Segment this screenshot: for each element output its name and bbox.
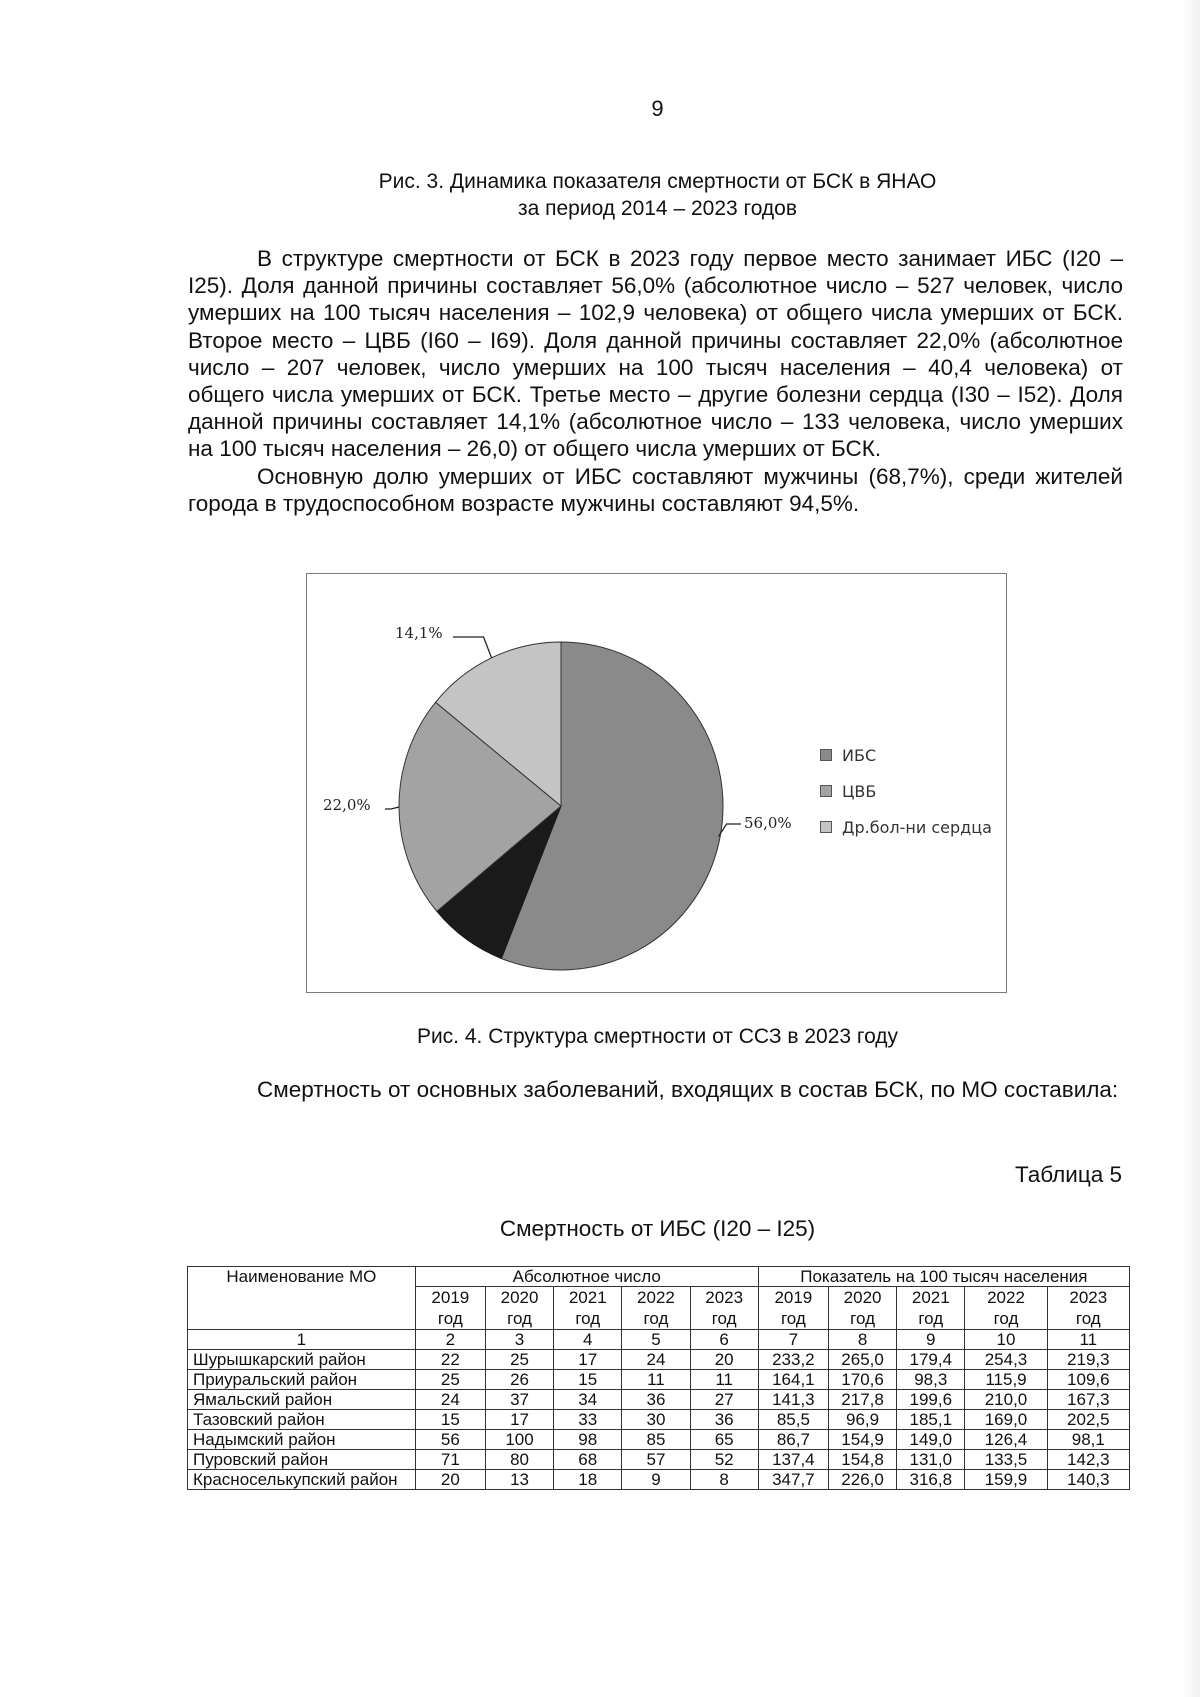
column-number: 3 (485, 1330, 553, 1350)
absolute-value-cell: 13 (485, 1470, 553, 1490)
municipality-name: Надымский район (188, 1430, 416, 1450)
absolute-value-cell: 85 (622, 1430, 690, 1450)
absolute-value-cell: 15 (554, 1370, 622, 1390)
column-number: 2 (415, 1330, 485, 1350)
legend-swatch (820, 821, 832, 833)
table-row (188, 1430, 1130, 1450)
absolute-value-cell: 24 (622, 1350, 690, 1370)
year-suffix: год (437, 1309, 463, 1328)
absolute-value-cell: 24 (415, 1390, 485, 1410)
absolute-value-cell: 22 (415, 1350, 485, 1370)
legend-item (820, 809, 992, 845)
rate-value-cell: 85,5 (758, 1410, 828, 1430)
table-row (188, 1350, 1130, 1370)
rate-value-cell: 126,4 (965, 1430, 1047, 1450)
rate-value-cell: 316,8 (897, 1470, 965, 1490)
table-label: Таблица 5 (1015, 1162, 1122, 1187)
legend-label: ЦВБ (842, 781, 877, 801)
absolute-value-cell: 36 (690, 1410, 758, 1430)
year-header (690, 1287, 758, 1330)
rate-value-cell: 98,1 (1047, 1430, 1129, 1450)
rate-value-cell: 202,5 (1047, 1410, 1129, 1430)
year-header (1047, 1287, 1129, 1330)
column-number: 11 (1047, 1330, 1129, 1350)
rate-value-cell: 115,9 (965, 1370, 1047, 1390)
table-title: Смертность от ИБС (I20 – I25) (499, 1216, 816, 1241)
absolute-value-cell: 11 (622, 1370, 690, 1390)
municipality-name: Тазовский район (188, 1410, 416, 1430)
column-number: 9 (897, 1330, 965, 1350)
rate-value-cell: 159,9 (965, 1470, 1047, 1490)
rate-value-cell: 164,1 (758, 1370, 828, 1390)
absolute-value-cell: 30 (622, 1410, 690, 1430)
absolute-value-cell: 98 (554, 1430, 622, 1450)
table-row (188, 1370, 1130, 1390)
rate-value-cell: 217,8 (828, 1390, 896, 1410)
figure-3-caption-line1: Рис. 3. Динамика показателя смертности от БСК в ЯНАО (378, 170, 937, 193)
body-paragraph-1 (188, 245, 1123, 517)
rate-value-cell: 154,9 (828, 1430, 896, 1450)
rate-value-cell: 131,0 (897, 1450, 965, 1470)
paragraph-text: В структуре смертности от БСК в 2023 году первое место занимает ИБС (I20 – I25). Доля данной причины составляет 56,0% (абсолютное число – 527 человек, число умерших на 100 тысяч населения – 102,9 человека) от общего числа умерших от БСК. Второе место – ЦВБ (I60 – I69). Доля данной причины составляет 22,0% (абсолютное число – 207 человек, число умерших на 100 тысяч населения – 40,4 человека) от общего числа умерших от БСК. Третье место – другие болезни сердца (I30 – I52). Доля данной причины составляет 14,1% (абсолютное число – 133 человека, число умерших на 100 тысяч населения – 26,0) от общего числа умерших от БСК. (188, 246, 1123, 462)
slice-value-label: 56,0% (744, 814, 792, 832)
absolute-value-cell: 80 (485, 1450, 553, 1470)
chart-legend (820, 737, 992, 845)
pie-chart (306, 573, 1007, 993)
year-header (897, 1287, 965, 1330)
table-header-row (188, 1267, 1130, 1287)
year-suffix: год (993, 1309, 1019, 1328)
rate-value-cell: 185,1 (897, 1410, 965, 1430)
rate-value-cell: 96,9 (828, 1410, 896, 1430)
rate-value-cell: 141,3 (758, 1390, 828, 1410)
table-column-number-row (188, 1330, 1130, 1350)
absolute-value-cell: 25 (415, 1370, 485, 1390)
rate-value-cell: 179,4 (897, 1350, 965, 1370)
legend-item (820, 773, 992, 809)
table-row (188, 1410, 1130, 1430)
year-header (965, 1287, 1047, 1330)
column-header-name: Наименование МО (188, 1267, 416, 1330)
year-header (485, 1287, 553, 1330)
rate-value-cell: 154,8 (828, 1450, 896, 1470)
absolute-value-cell: 11 (690, 1370, 758, 1390)
column-number: 6 (690, 1330, 758, 1350)
rate-value-cell: 226,0 (828, 1470, 896, 1490)
year-suffix: год (850, 1309, 875, 1328)
rate-value-cell: 233,2 (758, 1350, 828, 1370)
year-value: 2022 (637, 1288, 675, 1307)
legend-swatch (820, 785, 832, 797)
column-number: 1 (188, 1330, 416, 1350)
rate-value-cell: 169,0 (965, 1410, 1047, 1430)
rate-value-cell: 109,6 (1047, 1370, 1129, 1390)
table-row (188, 1390, 1130, 1410)
group-header-absolute: Абсолютное число (415, 1267, 758, 1287)
rate-value-cell: 133,5 (965, 1450, 1047, 1470)
column-number: 10 (965, 1330, 1047, 1350)
table-row (188, 1450, 1130, 1470)
absolute-value-cell: 17 (485, 1410, 553, 1430)
absolute-value-cell: 15 (415, 1410, 485, 1430)
column-number: 4 (554, 1330, 622, 1350)
rate-value-cell: 347,7 (758, 1470, 828, 1490)
absolute-value-cell: 33 (554, 1410, 622, 1430)
legend-label: ИБС (842, 745, 877, 765)
year-value: 2019 (431, 1288, 470, 1307)
year-suffix: год (1075, 1309, 1101, 1328)
absolute-value-cell: 57 (622, 1450, 690, 1470)
absolute-value-cell: 17 (554, 1350, 622, 1370)
legend-item (820, 737, 992, 773)
slice-value-label: 22,0% (323, 796, 371, 814)
municipality-name: Приуральский район (188, 1370, 416, 1390)
absolute-value-cell: 37 (485, 1390, 553, 1410)
municipality-name: Красноселькупский район (188, 1470, 416, 1490)
absolute-value-cell: 71 (415, 1450, 485, 1470)
year-header (828, 1287, 896, 1330)
rate-value-cell: 142,3 (1047, 1450, 1129, 1470)
year-value: 2020 (500, 1288, 539, 1307)
year-suffix: год (575, 1309, 601, 1328)
absolute-value-cell: 65 (690, 1430, 758, 1450)
rate-value-cell: 137,4 (758, 1450, 828, 1470)
paragraph-text: Основную долю умерших от ИБС составляют мужчины (68,7%), среди жителей города в трудоспособном возрасте мужчины составляют 94,5%. (188, 463, 1123, 516)
legend-swatch (820, 749, 832, 761)
table-row (188, 1470, 1130, 1490)
year-suffix: год (507, 1309, 532, 1328)
rate-value-cell: 210,0 (965, 1390, 1047, 1410)
absolute-value-cell: 52 (690, 1450, 758, 1470)
year-value: 2023 (1069, 1288, 1108, 1307)
column-number: 5 (622, 1330, 690, 1350)
absolute-value-cell: 56 (415, 1430, 485, 1450)
mortality-table (187, 1266, 1130, 1490)
year-value: 2021 (568, 1288, 607, 1307)
absolute-value-cell: 36 (622, 1390, 690, 1410)
rate-value-cell: 149,0 (897, 1430, 965, 1450)
absolute-value-cell: 27 (690, 1390, 758, 1410)
paragraph-text: Смертность от основных заболеваний, входящих в состав БСК, по МО составила: (257, 1077, 1119, 1102)
page-number: 9 (651, 96, 664, 121)
column-number: 7 (758, 1330, 828, 1350)
rate-value-cell: 199,6 (897, 1390, 965, 1410)
rate-value-cell: 86,7 (758, 1430, 828, 1450)
slice-value-label: 14,1% (395, 624, 443, 642)
year-value: 2023 (705, 1288, 744, 1307)
year-suffix: год (780, 1309, 806, 1328)
municipality-name: Пуровский район (188, 1450, 416, 1470)
page-edge-shadow (1182, 0, 1200, 1697)
absolute-value-cell: 100 (485, 1430, 553, 1450)
rate-value-cell: 219,3 (1047, 1350, 1129, 1370)
figure-4-caption: Рис. 4. Структура смертности от ССЗ в 2023 году (416, 1025, 899, 1048)
year-value: 2022 (987, 1288, 1025, 1307)
municipality-name: Шурышкарский район (188, 1350, 416, 1370)
rate-value-cell: 265,0 (828, 1350, 896, 1370)
year-suffix: год (643, 1309, 669, 1328)
column-number: 8 (828, 1330, 896, 1350)
year-value: 2020 (843, 1288, 882, 1307)
rate-value-cell: 98,3 (897, 1370, 965, 1390)
municipality-name: Ямальский район (188, 1390, 416, 1410)
absolute-value-cell: 8 (690, 1470, 758, 1490)
absolute-value-cell: 68 (554, 1450, 622, 1470)
year-header (758, 1287, 828, 1330)
year-suffix: год (918, 1309, 944, 1328)
legend-label: Др.бол-ни сердца (842, 817, 992, 837)
leader-line (453, 637, 492, 658)
year-value: 2019 (774, 1288, 813, 1307)
year-header (554, 1287, 622, 1330)
rate-value-cell: 167,3 (1047, 1390, 1129, 1410)
body-paragraph-2 (188, 1076, 1123, 1103)
rate-value-cell: 170,6 (828, 1370, 896, 1390)
leader-line (385, 807, 399, 809)
absolute-value-cell: 20 (415, 1470, 485, 1490)
absolute-value-cell: 25 (485, 1350, 553, 1370)
year-header (622, 1287, 690, 1330)
absolute-value-cell: 34 (554, 1390, 622, 1410)
absolute-value-cell: 18 (554, 1470, 622, 1490)
rate-value-cell: 254,3 (965, 1350, 1047, 1370)
rate-value-cell: 140,3 (1047, 1470, 1129, 1490)
absolute-value-cell: 20 (690, 1350, 758, 1370)
year-header (415, 1287, 485, 1330)
group-header-rate: Показатель на 100 тысяч населения (758, 1267, 1129, 1287)
figure-3-caption (0, 168, 1200, 222)
year-value: 2021 (911, 1288, 950, 1307)
absolute-value-cell: 26 (485, 1370, 553, 1390)
absolute-value-cell: 9 (622, 1470, 690, 1490)
figure-3-caption-line2: за период 2014 – 2023 годов (517, 197, 798, 220)
year-suffix: год (711, 1309, 737, 1328)
